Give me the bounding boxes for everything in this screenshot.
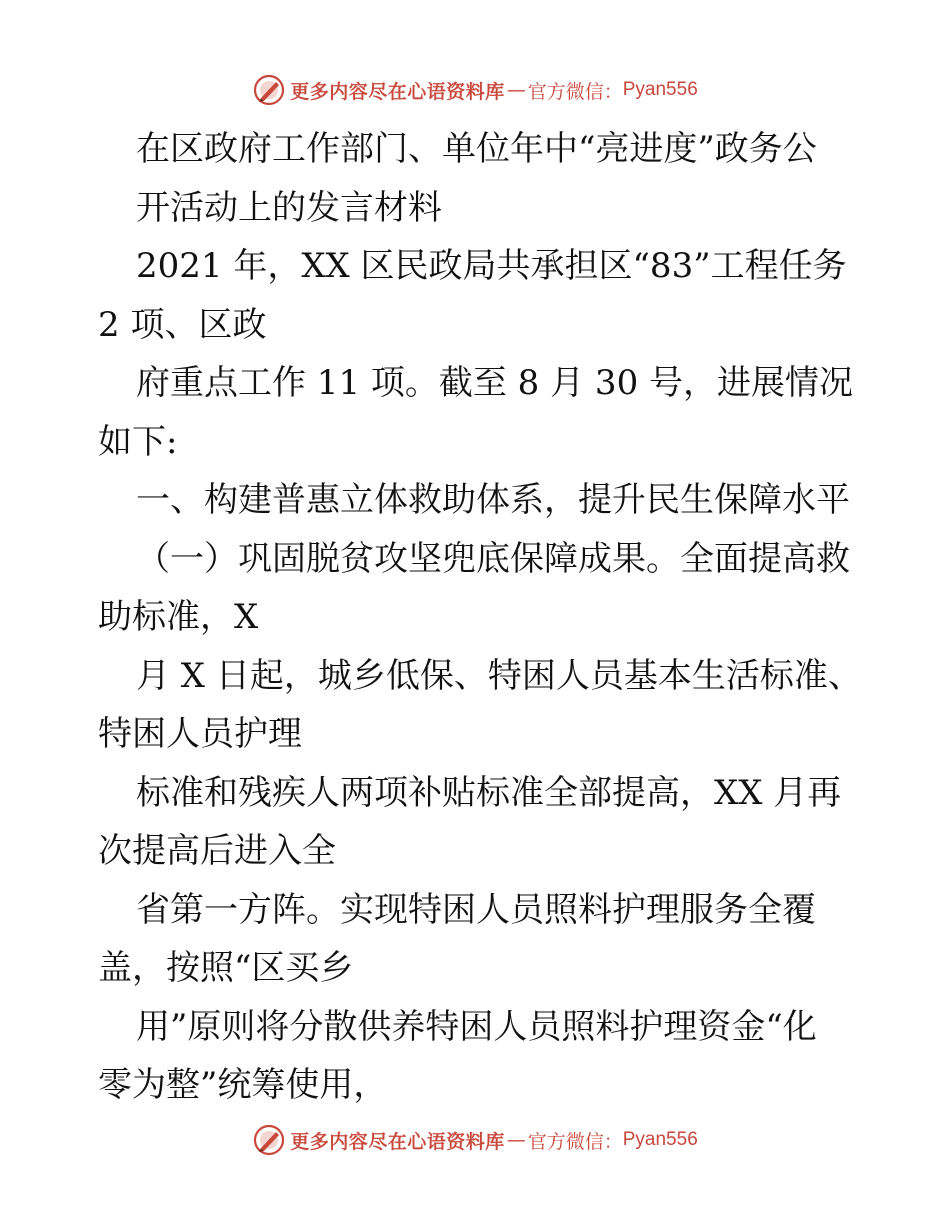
text-line: 盖，按照“区买乡 bbox=[98, 948, 354, 988]
text-line: 省第一方阵。实现特困人员照料护理服务全覆 bbox=[136, 889, 816, 930]
text-line: 助标准，X bbox=[98, 597, 259, 637]
watermark-footer bbox=[0, 1120, 950, 1160]
text-line: 零为整”统筹使用， bbox=[98, 1065, 388, 1105]
watermark-header bbox=[0, 70, 950, 110]
text-line: 标准和残疾人两项补贴标准全部提高，XX 月再 bbox=[136, 772, 842, 813]
pen-logo-icon bbox=[252, 1123, 286, 1157]
text-line: 如下: bbox=[98, 421, 178, 462]
text-line: 一、构建普惠立体救助体系，提升民生保障水平 bbox=[136, 480, 850, 520]
watermark-dash: — bbox=[506, 79, 526, 101]
text-line: 次提高后进入全 bbox=[98, 831, 336, 871]
text-line: 特困人员护理 bbox=[98, 714, 302, 754]
text-line: 在区政府工作部门、单位年中“亮进度”政务公 bbox=[136, 129, 817, 169]
text-line: 府重点工作 11 项。截至 8 月 30 号，进展情况 bbox=[136, 363, 854, 403]
watermark-wechat-id: Pyan556 bbox=[622, 79, 698, 100]
watermark-text: 更多内容尽在心语资料库 bbox=[290, 80, 505, 103]
watermark-wechat-label: 官方微信： bbox=[527, 80, 623, 103]
text-line: 用”原则将分散供养特困人员照料护理资金“化 bbox=[136, 1006, 817, 1047]
text-line: 开活动上的发言材料 bbox=[136, 187, 442, 228]
text-line: 2 项、区政 bbox=[98, 304, 267, 345]
watermark-dash: — bbox=[506, 1129, 526, 1151]
text-line: （一）巩固脱贫攻坚兜底保障成果。全面提高救 bbox=[136, 538, 850, 579]
pen-logo-icon bbox=[252, 73, 286, 107]
text-line: 月 X 日起，城乡低保、特困人员基本生活标准、 bbox=[136, 655, 862, 696]
watermark-text: 更多内容尽在心语资料库 bbox=[290, 1130, 505, 1153]
watermark-wechat-id: Pyan556 bbox=[622, 1129, 698, 1150]
watermark-wechat-label: 官方微信： bbox=[527, 1130, 623, 1153]
text-line: 2021 年，XX 区民政局共承担区“83”工程任务 bbox=[136, 246, 847, 286]
document-body bbox=[98, 120, 862, 1115]
